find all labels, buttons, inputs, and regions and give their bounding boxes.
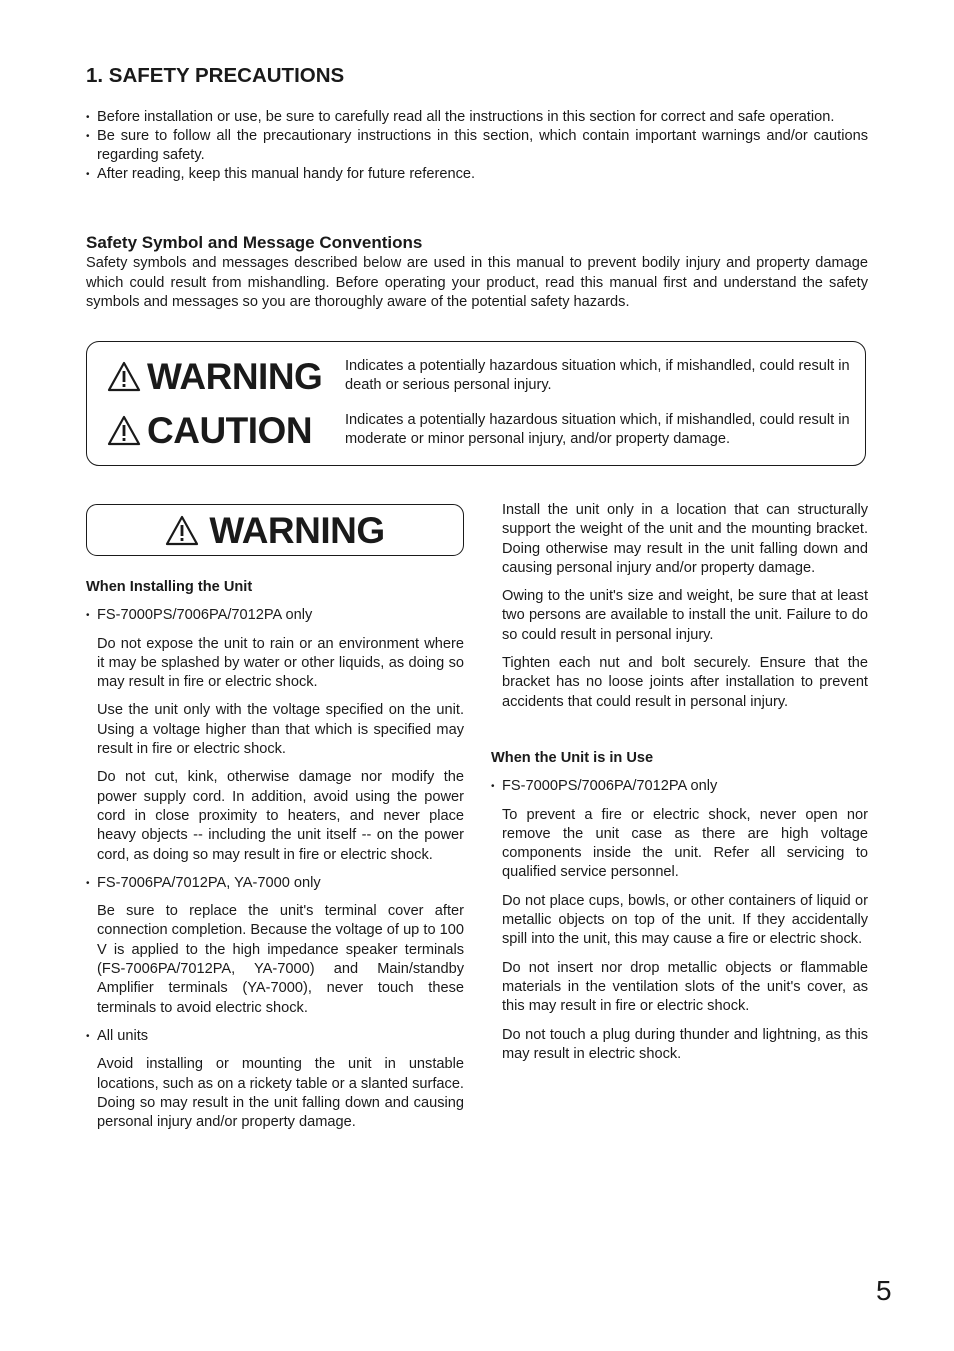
safety-legend-box bbox=[86, 341, 866, 466]
right-column bbox=[491, 501, 868, 1064]
page-number: 5 bbox=[876, 1275, 892, 1306]
intro-bullet: • Be sure to follow all the precautionary instructions in this section, which contain important warnings and/or cautions regarding safety. bbox=[86, 127, 868, 165]
installing-right-paragraph: Tighten each nut and bolt securely. Ensure that the bracket has no loose joints after installation to prevent accidents that could result in personal injury. bbox=[502, 655, 868, 710]
installing-right-paragraph: Owing to the unit's size and weight, be sure that at least two persons are available to install the unit. Failure to do so could result in personal injury. bbox=[502, 588, 868, 643]
installing-group3-paragraph: Avoid installing or mounting the unit in unstable locations, such as on a rickety table or a slanted surface. Doing so may result in the unit falling down and causing personal injury and/or property damage. bbox=[97, 1056, 464, 1131]
in-use-paragraph: To prevent a fire or electric shock, never open nor remove the unit case as there are high voltage components inside the unit. Refer all servicing to qualified service personnel. bbox=[502, 806, 868, 881]
caution-triangle-icon bbox=[107, 415, 141, 446]
legend-caution-signal bbox=[107, 412, 312, 449]
installing-group1-paragraph: Do not cut, kink, otherwise damage nor modify the power supply cord. In addition, avoid using the power cord in close proximity to heaters, and never place heavy objects -- including the unit itself -- on the power cord, as doing so may result in fire or electric shock. bbox=[97, 769, 464, 863]
installing-group1-label: • FS-7000PS/7006PA/7012PA only bbox=[86, 606, 464, 625]
installing-group3-label: • All units bbox=[86, 1027, 464, 1046]
left-column bbox=[86, 578, 464, 1132]
legend-caution-label: CAUTION bbox=[147, 410, 313, 451]
legend-caution-description: Indicates a potentially hazardous situation which, if mishandled, could result in moderate or minor personal injury, and/or property damage. bbox=[345, 412, 850, 447]
in-use-paragraph: Do not insert nor drop metallic objects or flammable materials in the ventilation slots of the unit's cover, as this may result in fire or electric shock. bbox=[502, 959, 868, 1015]
in-use-heading: When the Unit is in Use bbox=[491, 749, 654, 766]
intro-bullet: • After reading, keep this manual handy for future reference. bbox=[86, 165, 868, 184]
installing-group2-label: • FS-7006PA/7012PA, YA-7000 only bbox=[86, 874, 464, 893]
in-use-group-label: • FS-7000PS/7006PA/7012PA only bbox=[491, 777, 868, 796]
installing-group2-paragraph: Be sure to replace the unit's terminal cover after connection completion. Because the voltage of up to 100 V is applied to the high impedance speaker terminals (FS-7006PA/7012PA, YA-7000) and Main/standby Amplifier terminals (YA-7000), never touch these terminals to avoid electric shock. bbox=[97, 903, 464, 1016]
warning-heading-box bbox=[86, 504, 464, 556]
conventions-heading: Safety Symbol and Message Conventions bbox=[86, 233, 423, 252]
legend-warning-signal bbox=[107, 358, 322, 395]
warning-triangle-icon bbox=[107, 361, 141, 392]
intro-bullet-list bbox=[86, 108, 868, 184]
installing-group1-paragraph: Do not expose the unit to rain or an environment where it may be splashed by water or other liquids, as doing so may result in fire or electric shock. bbox=[97, 635, 464, 691]
section-title: 1. SAFETY PRECAUTIONS bbox=[86, 64, 345, 87]
installing-group1-paragraph: Use the unit only with the voltage specified on the unit. Using a voltage higher than that which is specified may result in fire or electric shock. bbox=[97, 702, 464, 758]
intro-bullet: • Before installation or use, be sure to carefully read all the instructions in this section for correct and safe operation. bbox=[86, 108, 868, 127]
installing-heading: When Installing the Unit bbox=[86, 579, 253, 595]
warning-heading-label: WARNING bbox=[209, 509, 385, 551]
in-use-paragraph: Do not touch a plug during thunder and lightning, as this may result in electric shock. bbox=[502, 1026, 868, 1062]
legend-warning-label: WARNING bbox=[147, 356, 323, 397]
in-use-paragraph: Do not place cups, bowls, or other containers of liquid or metallic objects on top of the unit. If they accidentally spill into the unit, this may cause a fire or electric shock. bbox=[502, 892, 868, 948]
warning-triangle-icon bbox=[165, 515, 199, 546]
conventions-text: Safety symbols and messages described below are used in this manual to prevent bodily injury and property damage which could result from mishandling. Before operating your product, read this manual first and understand the safety symbols and messages so you are thoroughly aware of the potential safety hazards. bbox=[86, 255, 868, 310]
installing-right-paragraph: Install the unit only in a location that can structurally support the weight of the unit and the mounting bracket. Doing otherwise may result in the unit falling down and causing personal injury and/or property damage. bbox=[502, 502, 868, 576]
legend-warning-description: Indicates a potentially hazardous situation which, if mishandled, could result in death or serious personal injury. bbox=[345, 358, 850, 393]
